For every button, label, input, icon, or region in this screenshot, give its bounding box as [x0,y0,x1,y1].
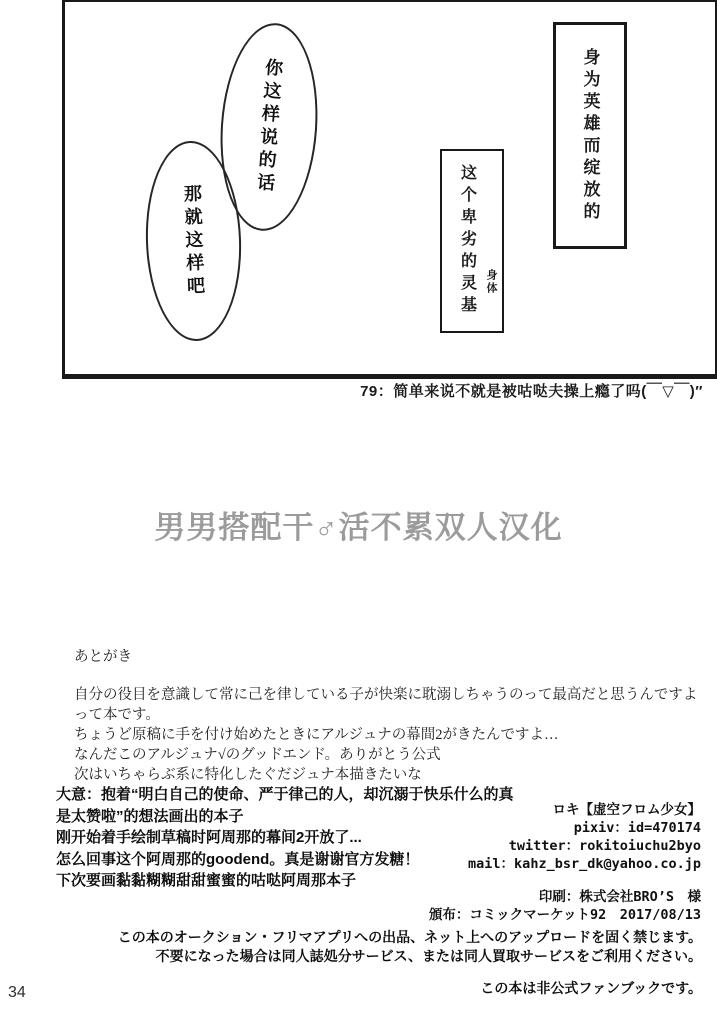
afterword-heading: あとがき [74,649,132,665]
caption-box-left-annotation: 身体 [485,269,497,295]
chinese-summary [56,784,514,892]
afterword-line: 次はいちゃらぶ系に特化したぐだジュナ本描きたいな [74,767,422,783]
summary-line: 是太赞啦”的想法画出的本子 [56,807,244,825]
speech-bubble-lower-text: 那就这样吧 [181,183,206,299]
afterword-text [74,685,697,785]
unofficial-fanbook-note: この本は非公式ファンブックです。 [480,980,702,996]
afterword-line: なんだこのアルジュナ√のグッドエンド。ありがとう公式 [74,747,441,763]
mail-address: mail：kahz_bsr_dk@yahoo.co.jp [468,856,701,872]
disclaimer-line: この本のオークション・フリマアプリへの出品、ネット上へのアップロードを固く禁じます。 [117,929,702,945]
afterword-line: って本です。 [74,707,160,723]
scanlation-group-title: 男男搭配干♂活不累双人汉化 [154,510,563,545]
pixiv-id: pixiv：id=470174 [573,820,701,836]
disclaimer-text [118,928,702,966]
translator-comment: 79：简单来说不就是被咕哒夫操上瘾了吗(￣▽￣)″ [360,383,703,400]
circle-name: ロキ【虚空フロム少女】 [552,802,701,818]
speech-bubble-upper-text: 你这样说的话 [254,57,284,197]
page-number: 34 [8,984,26,1001]
caption-box-right-text: 身为英雄而绽放的 [580,47,600,224]
caption-box-left [440,149,504,333]
afterword-line: ちょうど原稿に手を付け始めたときにアルジュナの幕間2がきたんですよ… [74,727,559,743]
disclaimer-line: 不要になった場合は同人誌処分サービス、または同人買取サービスをご利用ください。 [155,948,702,964]
twitter-handle: twitter：rokitoiuchu2byo [508,838,701,854]
caption-box-right [553,22,627,249]
summary-line: 刚开始着手绘制草稿时阿周那的幕间2开放了... [56,829,362,846]
caption-box-left-text: 这个卑劣的灵基 [458,164,476,318]
publication-credits [429,888,701,924]
printer-line: 印刷：株式会社BRO’S 様 [538,889,701,905]
author-credits [468,801,701,873]
distribution-line: 頒布：コミックマーケット92 2017/08/13 [428,907,701,923]
summary-line: 大意：抱着“明白自己的使命、严于律己的人，却沉溺于快乐什么的真 [56,786,514,803]
afterword-line: 自分の役目を意識して常に己を律している子が快楽に耽溺しちゃうのって最高だと思うんですよ [74,687,698,703]
summary-line: 怎么回事这个阿周那的goodend。真是谢谢官方发糖！ [56,850,420,868]
summary-line: 下次要画黏黏糊糊甜甜蜜蜜的咕哒阿周那本子 [56,872,357,889]
